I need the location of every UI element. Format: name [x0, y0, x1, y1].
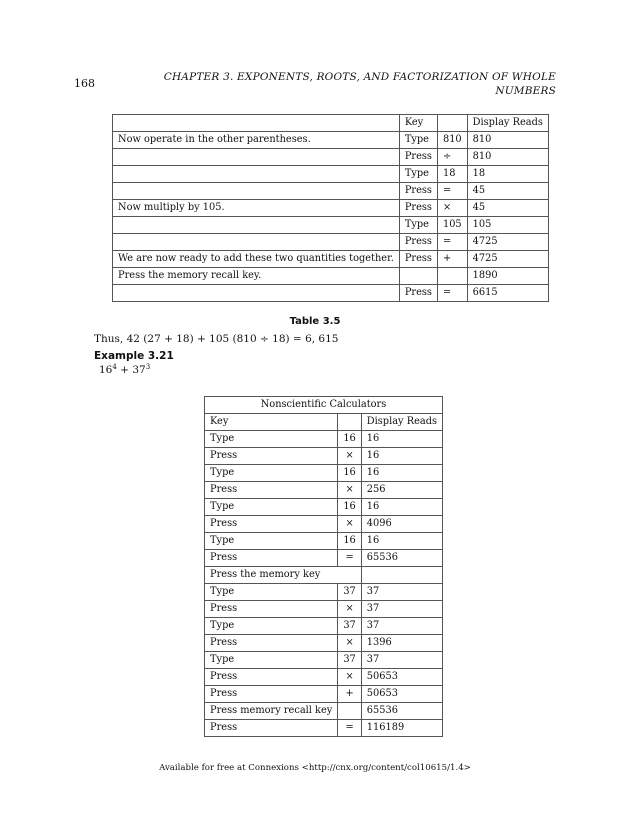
key-cell: Press memory recall key	[205, 703, 338, 720]
exponent-1: 4	[112, 363, 117, 371]
table-row	[205, 533, 443, 550]
base-1: 16	[99, 364, 113, 376]
table-row	[113, 132, 549, 149]
display-cell: 37	[361, 618, 442, 635]
display-cell: 6615	[467, 285, 548, 302]
table-row	[205, 703, 443, 720]
entry-cell: ÷	[437, 149, 467, 166]
key-cell: Type	[205, 584, 338, 601]
display-cell: 37	[361, 584, 442, 601]
key-cell: Press	[205, 448, 338, 465]
header-cell: Key	[399, 115, 437, 132]
table-row	[205, 482, 443, 499]
key-cell: Type	[205, 465, 338, 482]
display-cell: 16	[361, 533, 442, 550]
calculator-steps-table	[112, 114, 549, 302]
key-cell: Type	[205, 533, 338, 550]
display-cell: 16	[361, 448, 442, 465]
table-row	[205, 652, 443, 669]
table-row	[205, 584, 443, 601]
table-row	[205, 431, 443, 448]
description-cell	[113, 149, 400, 166]
table-row	[113, 268, 549, 285]
display-cell: 1890	[467, 268, 548, 285]
entry-cell: ×	[338, 635, 361, 652]
result-statement: Thus, 42 (27 + 18) + 105 (810 ÷ 18) = 6, 615	[94, 333, 339, 345]
key-cell: Press	[205, 482, 338, 499]
display-cell: 16	[361, 431, 442, 448]
entry-cell: =	[437, 234, 467, 251]
display-cell: 4096	[361, 516, 442, 533]
key-cell: Press	[399, 200, 437, 217]
entry-cell: 16	[338, 431, 361, 448]
display-cell: 1396	[361, 635, 442, 652]
entry-cell: 16	[338, 465, 361, 482]
key-cell: Press	[399, 285, 437, 302]
display-cell: 116189	[361, 720, 442, 737]
entry-cell	[437, 268, 467, 285]
table-header-row	[205, 414, 443, 431]
header-cell	[338, 414, 361, 431]
key-cell: Type	[205, 499, 338, 516]
entry-cell: ×	[437, 200, 467, 217]
table-row	[113, 251, 549, 268]
key-cell: Press	[399, 234, 437, 251]
table-row	[205, 720, 443, 737]
table-row	[113, 166, 549, 183]
display-cell: 810	[467, 149, 548, 166]
display-cell: 50653	[361, 669, 442, 686]
exponent-2: 3	[145, 363, 151, 371]
display-cell: 16	[361, 499, 442, 516]
table-row	[113, 183, 549, 200]
table-row	[113, 285, 549, 302]
entry-cell: 37	[338, 618, 361, 635]
description-cell: We are now ready to add these two quantities together.	[113, 251, 400, 268]
key-cell: Press	[205, 720, 338, 737]
table-header-row	[113, 115, 549, 132]
entry-cell: ×	[338, 448, 361, 465]
key-cell: Press	[205, 686, 338, 703]
entry-cell: ×	[338, 482, 361, 499]
table-row	[205, 550, 443, 567]
display-cell: 65536	[361, 703, 442, 720]
description-cell: Now operate in the other parentheses.	[113, 132, 400, 149]
display-cell: 45	[467, 200, 548, 217]
header-cell: Display Reads	[361, 414, 442, 431]
description-cell: Now multiply by 105.	[113, 200, 400, 217]
key-cell: Press	[399, 251, 437, 268]
entry-cell: ×	[338, 601, 361, 618]
table-row	[205, 516, 443, 533]
table-title: Nonscientific Calculators	[205, 397, 443, 414]
key-cell: Type	[205, 431, 338, 448]
display-cell: 4725	[467, 234, 548, 251]
entry-cell: 16	[338, 533, 361, 550]
display-cell: 810	[467, 132, 548, 149]
description-cell: Press the memory recall key.	[113, 268, 400, 285]
header-cell	[113, 115, 400, 132]
base-2: 37	[132, 364, 146, 376]
description-cell	[113, 285, 400, 302]
display-cell: 65536	[361, 550, 442, 567]
display-cell	[361, 567, 442, 584]
key-cell: Press	[205, 550, 338, 567]
entry-cell: 16	[338, 499, 361, 516]
entry-cell: ×	[338, 516, 361, 533]
key-cell: Type	[399, 132, 437, 149]
key-cell: Press the memory key	[205, 567, 362, 584]
example-expression	[99, 363, 150, 376]
key-cell: Press	[205, 635, 338, 652]
entry-cell	[338, 703, 361, 720]
table-row	[113, 217, 549, 234]
table-title-row	[205, 397, 443, 414]
table-row	[205, 686, 443, 703]
table-row	[205, 601, 443, 618]
display-cell: 37	[361, 652, 442, 669]
entry-cell: 37	[338, 652, 361, 669]
chapter-title-line-1: CHAPTER 3. EXPONENTS, ROOTS, AND FACTORIZATION OF WHOLE	[163, 71, 556, 83]
page-number: 168	[74, 77, 95, 90]
key-cell: Press	[205, 601, 338, 618]
key-cell: Type	[399, 166, 437, 183]
display-cell: 50653	[361, 686, 442, 703]
display-cell: 45	[467, 183, 548, 200]
table-row	[113, 234, 549, 251]
key-cell: Press	[205, 516, 338, 533]
page-footer: Available for free at Connexions <http://cnx.org/content/col10615/1.4>	[159, 763, 471, 773]
entry-cell: =	[437, 285, 467, 302]
key-cell: Type	[205, 652, 338, 669]
display-cell: 256	[361, 482, 442, 499]
table-row	[113, 149, 549, 166]
table-row	[205, 618, 443, 635]
display-cell: 37	[361, 601, 442, 618]
display-cell: 105	[467, 217, 548, 234]
entry-cell: 37	[338, 584, 361, 601]
table-row	[205, 669, 443, 686]
table-caption: Table 3.5	[289, 316, 341, 327]
example-label: Example 3.21	[94, 350, 174, 362]
plus-sign: +	[116, 364, 133, 376]
display-cell: 18	[467, 166, 548, 183]
display-cell: 16	[361, 465, 442, 482]
header-cell: Key	[205, 414, 338, 431]
entry-cell: ×	[338, 669, 361, 686]
table-row	[205, 448, 443, 465]
key-cell: Press	[205, 669, 338, 686]
key-cell: Type	[205, 618, 338, 635]
nonscientific-calculator-table	[204, 396, 443, 737]
header-cell: Display Reads	[467, 115, 548, 132]
description-cell	[113, 234, 400, 251]
display-cell: 4725	[467, 251, 548, 268]
table-row	[205, 567, 443, 584]
description-cell	[113, 183, 400, 200]
table-row	[205, 465, 443, 482]
entry-cell: 810	[437, 132, 467, 149]
header-cell	[437, 115, 467, 132]
key-cell: Type	[399, 217, 437, 234]
entry-cell: =	[338, 550, 361, 567]
key-cell: Press	[399, 149, 437, 166]
table-row	[113, 200, 549, 217]
entry-cell: =	[338, 720, 361, 737]
entry-cell: 105	[437, 217, 467, 234]
description-cell	[113, 166, 400, 183]
key-cell: Press	[399, 183, 437, 200]
table-row	[205, 499, 443, 516]
entry-cell: +	[338, 686, 361, 703]
entry-cell: 18	[437, 166, 467, 183]
entry-cell: =	[437, 183, 467, 200]
entry-cell: +	[437, 251, 467, 268]
description-cell	[113, 217, 400, 234]
key-cell	[399, 268, 437, 285]
chapter-title-line-2: NUMBERS	[495, 85, 556, 97]
table-row	[205, 635, 443, 652]
chapter-title	[150, 70, 556, 98]
